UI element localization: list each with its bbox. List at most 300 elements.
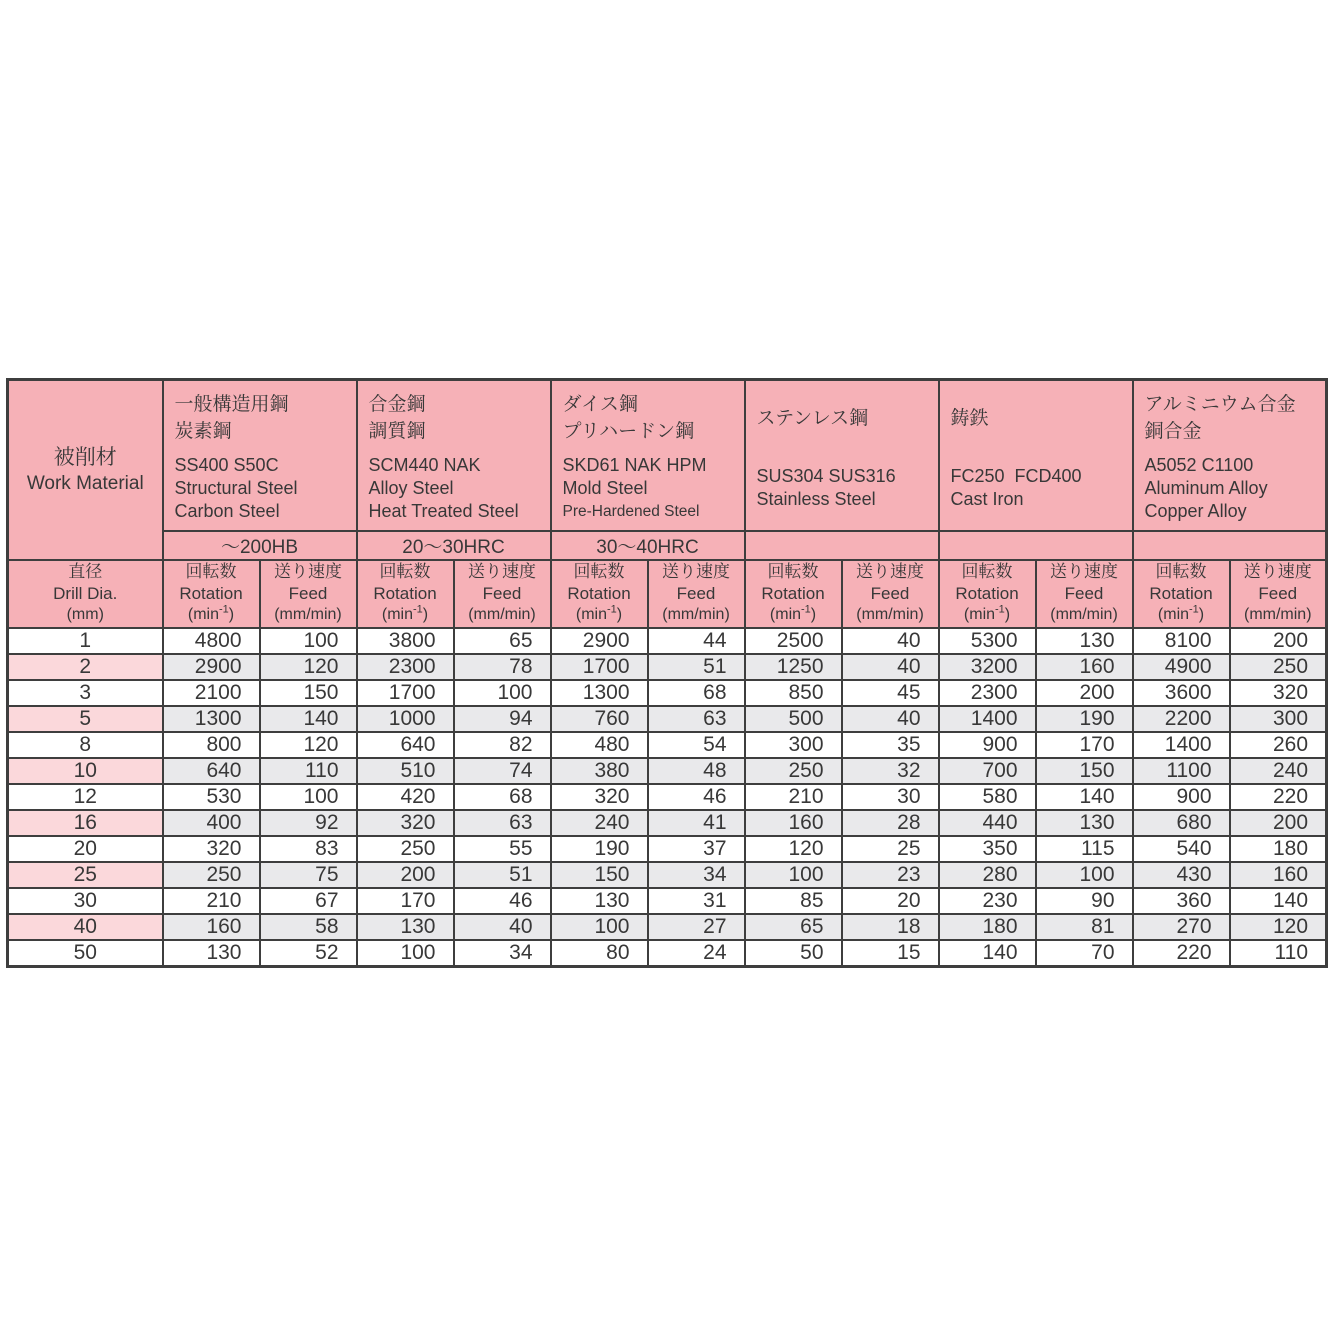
feed-value-cell: 34	[648, 862, 745, 888]
rotation-value-cell: 4900	[1133, 654, 1230, 680]
rotation-unit-prefix: (min	[381, 606, 413, 624]
rotation-value-cell: 1700	[551, 654, 648, 680]
feed-value-cell: 30	[842, 784, 939, 810]
rotation-value-cell: 8100	[1133, 628, 1230, 654]
table-row	[8, 706, 1327, 732]
feed-value-cell: 170	[1036, 732, 1133, 758]
rotation-column-header	[163, 560, 260, 628]
rotation-value-cell: 1400	[1133, 732, 1230, 758]
work-material-header	[8, 380, 163, 560]
feed-label-en: Feed	[482, 583, 522, 603]
feed-value-cell: 44	[648, 628, 745, 654]
rotation-value-cell: 170	[357, 888, 454, 914]
work-material-label-jp: 被削材	[53, 445, 117, 469]
material-header-cell	[163, 380, 357, 531]
feed-value-cell: 140	[1230, 888, 1327, 914]
material-name-en: SUS304 SUS316	[756, 466, 896, 486]
feed-value-cell: 20	[842, 888, 939, 914]
column-units-row	[8, 560, 1327, 628]
rotation-value-cell: 500	[745, 706, 842, 732]
rotation-label-en: Rotation	[1149, 583, 1213, 603]
feed-label-en: Feed	[676, 583, 716, 603]
material-name-jp-block	[1145, 386, 1320, 450]
rotation-value-cell: 360	[1133, 888, 1230, 914]
material-name-jp: ステンレス鋼	[756, 407, 869, 429]
rotation-value-cell: 2900	[551, 628, 648, 654]
rotation-column-header	[1133, 560, 1230, 628]
feed-unit: (mm/min)	[274, 606, 342, 624]
drill-dia-cell: 2	[8, 654, 163, 680]
feed-value-cell: 51	[648, 654, 745, 680]
rotation-column-header	[551, 560, 648, 628]
material-name-en: Stainless Steel	[756, 489, 876, 509]
rotation-value-cell: 320	[551, 784, 648, 810]
feed-value-cell: 83	[260, 836, 357, 862]
feed-label-en: Feed	[1258, 583, 1298, 603]
drill-dia-cell: 25	[8, 862, 163, 888]
feed-value-cell: 40	[454, 914, 551, 940]
rotation-value-cell: 320	[357, 810, 454, 836]
rotation-value-cell: 1300	[163, 706, 260, 732]
material-header-cell	[939, 380, 1133, 531]
feed-value-cell: 94	[454, 706, 551, 732]
rotation-value-cell: 220	[1133, 940, 1230, 967]
rotation-label-en: Rotation	[373, 583, 437, 603]
material-name-en: Structural Steel	[174, 477, 298, 498]
rotation-value-cell: 2200	[1133, 706, 1230, 732]
rotation-value-cell: 5300	[939, 628, 1036, 654]
feed-value-cell: 200	[1230, 628, 1327, 654]
feed-label-en: Feed	[870, 583, 910, 603]
feed-value-cell: 100	[260, 784, 357, 810]
rotation-value-cell: 380	[551, 758, 648, 784]
hardness-band-cell	[939, 531, 1133, 560]
drill-dia-cell: 30	[8, 888, 163, 914]
drill-dia-cell: 20	[8, 836, 163, 862]
rotation-unit-prefix: (min	[187, 606, 219, 624]
feed-value-cell: 110	[1230, 940, 1327, 967]
rotation-value-cell: 900	[1133, 784, 1230, 810]
rotation-value-cell: 210	[163, 888, 260, 914]
feed-column-header	[648, 560, 745, 628]
material-name-jp-block	[951, 386, 1126, 450]
rotation-unit-suffix: )	[1198, 606, 1205, 624]
material-header-cell	[357, 380, 551, 531]
drilling-conditions-table	[6, 378, 1328, 968]
feed-unit: (mm/min)	[1050, 606, 1118, 624]
feed-value-cell: 200	[1230, 810, 1327, 836]
rotation-value-cell: 420	[357, 784, 454, 810]
feed-value-cell: 160	[1036, 654, 1133, 680]
feed-value-cell: 100	[454, 680, 551, 706]
rotation-unit-suffix: )	[616, 606, 623, 624]
feed-value-cell: 300	[1230, 706, 1327, 732]
rotation-value-cell: 65	[745, 914, 842, 940]
feed-value-cell: 92	[260, 810, 357, 836]
feed-value-cell: 190	[1036, 706, 1133, 732]
rotation-label-en: Rotation	[567, 583, 631, 603]
rotation-label-en: Rotation	[761, 583, 825, 603]
feed-value-cell: 150	[1036, 758, 1133, 784]
table-row	[8, 654, 1327, 680]
material-name-en-block	[1145, 450, 1320, 526]
rotation-unit-exponent: -1	[607, 603, 617, 616]
rotation-label-jp: 回転数	[1155, 562, 1207, 582]
feed-value-cell: 41	[648, 810, 745, 836]
hardness-band-cell: ～200HB	[163, 531, 357, 560]
material-name-jp-block	[175, 386, 350, 450]
rotation-unit	[552, 604, 647, 626]
feed-label-jp: 送り速度	[274, 562, 342, 582]
rotation-unit-exponent: -1	[413, 603, 423, 616]
rotation-label-jp: 回転数	[185, 562, 237, 582]
rotation-unit	[746, 604, 841, 626]
rotation-value-cell: 1100	[1133, 758, 1230, 784]
feed-value-cell: 120	[260, 732, 357, 758]
rotation-unit	[1134, 604, 1229, 626]
rotation-unit-exponent: -1	[801, 603, 811, 616]
rotation-value-cell: 200	[357, 862, 454, 888]
material-name-en-block	[563, 450, 738, 526]
material-name-en: Cast Iron	[950, 489, 1024, 509]
drill-dia-cell: 12	[8, 784, 163, 810]
feed-column-header	[842, 560, 939, 628]
material-name-en: SS400 S50C	[174, 454, 279, 475]
feed-value-cell: 74	[454, 758, 551, 784]
rotation-value-cell: 130	[551, 888, 648, 914]
rotation-value-cell: 100	[745, 862, 842, 888]
material-header-cell	[551, 380, 745, 531]
rotation-value-cell: 130	[357, 914, 454, 940]
rotation-value-cell: 2500	[745, 628, 842, 654]
feed-value-cell: 100	[1036, 862, 1133, 888]
rotation-label-jp: 回転数	[961, 562, 1013, 582]
feed-value-cell: 28	[842, 810, 939, 836]
rotation-unit-prefix: (min	[1157, 606, 1190, 624]
feed-value-cell: 75	[260, 862, 357, 888]
feed-label-jp: 送り速度	[468, 562, 536, 582]
feed-unit: (mm/min)	[662, 606, 730, 624]
feed-value-cell: 34	[454, 940, 551, 967]
rotation-unit-suffix: )	[1004, 606, 1011, 624]
rotation-value-cell: 350	[939, 836, 1036, 862]
material-name-jp: アルミニウム合金	[1144, 394, 1296, 415]
rotation-unit	[358, 604, 453, 626]
rotation-value-cell: 2900	[163, 654, 260, 680]
rotation-unit-prefix: (min	[575, 606, 607, 624]
feed-unit: (mm/min)	[468, 606, 536, 624]
drill-dia-cell: 16	[8, 810, 163, 836]
rotation-value-cell: 240	[551, 810, 648, 836]
feed-value-cell: 58	[260, 914, 357, 940]
feed-value-cell: 37	[648, 836, 745, 862]
feed-label-jp: 送り速度	[856, 562, 925, 582]
rotation-value-cell: 530	[163, 784, 260, 810]
feed-label-jp: 送り速度	[1050, 562, 1119, 582]
feed-value-cell: 15	[842, 940, 939, 967]
feed-value-cell: 40	[842, 654, 939, 680]
feed-value-cell: 68	[648, 680, 745, 706]
rotation-value-cell: 2300	[357, 654, 454, 680]
rotation-value-cell: 190	[551, 836, 648, 862]
feed-value-cell: 68	[454, 784, 551, 810]
rotation-value-cell: 640	[163, 758, 260, 784]
feed-unit: (mm/min)	[1243, 606, 1312, 624]
feed-value-cell: 240	[1230, 758, 1327, 784]
feed-value-cell: 160	[1230, 862, 1327, 888]
table-row	[8, 888, 1327, 914]
feed-value-cell: 40	[842, 628, 939, 654]
material-name-jp: 炭素鋼	[174, 421, 232, 442]
rotation-value-cell: 700	[939, 758, 1036, 784]
rotation-value-cell: 1700	[357, 680, 454, 706]
material-header-cell	[745, 380, 939, 531]
feed-value-cell: 120	[1230, 914, 1327, 940]
table-row	[8, 628, 1327, 654]
rotation-value-cell: 85	[745, 888, 842, 914]
feed-value-cell: 27	[648, 914, 745, 940]
material-name-en: A5052 C1100	[1144, 454, 1254, 475]
material-name-jp: 一般構造用鋼	[174, 394, 289, 415]
rotation-value-cell: 440	[939, 810, 1036, 836]
rotation-column-header	[357, 560, 454, 628]
material-name-en: Carbon Steel	[174, 500, 280, 521]
material-name-en: Aluminum Alloy	[1144, 477, 1268, 498]
rotation-value-cell: 1250	[745, 654, 842, 680]
material-header-row	[8, 380, 1327, 531]
rotation-value-cell: 3600	[1133, 680, 1230, 706]
feed-value-cell: 23	[842, 862, 939, 888]
rotation-value-cell: 250	[357, 836, 454, 862]
feed-value-cell: 82	[454, 732, 551, 758]
feed-value-cell: 51	[454, 862, 551, 888]
drill-dia-cell: 40	[8, 914, 163, 940]
material-name-en-block	[951, 450, 1126, 526]
rotation-value-cell: 580	[939, 784, 1036, 810]
material-name-en: Pre-Hardened Steel	[562, 502, 700, 520]
rotation-value-cell: 2300	[939, 680, 1036, 706]
material-name-jp: 鋳鉄	[950, 407, 989, 429]
feed-label-en: Feed	[288, 583, 328, 603]
material-name-jp: 銅合金	[1144, 421, 1202, 442]
feed-value-cell: 115	[1036, 836, 1133, 862]
material-name-en: Copper Alloy	[1144, 500, 1247, 521]
feed-value-cell: 180	[1230, 836, 1327, 862]
material-name-en: SCM440 NAK	[368, 454, 481, 475]
feed-value-cell: 55	[454, 836, 551, 862]
material-name-en: Alloy Steel	[368, 477, 454, 498]
feed-label-jp: 送り速度	[1243, 562, 1312, 582]
rotation-value-cell: 3200	[939, 654, 1036, 680]
material-name-jp-block	[369, 386, 544, 450]
rotation-value-cell: 430	[1133, 862, 1230, 888]
feed-value-cell: 54	[648, 732, 745, 758]
drill-dia-header	[8, 560, 163, 628]
rotation-column-header	[745, 560, 842, 628]
feed-value-cell: 63	[454, 810, 551, 836]
feed-value-cell: 65	[454, 628, 551, 654]
rotation-value-cell: 130	[163, 940, 260, 967]
material-name-en-block	[757, 450, 932, 526]
feed-value-cell: 52	[260, 940, 357, 967]
drill-dia-cell: 3	[8, 680, 163, 706]
material-name-jp: 合金鋼	[368, 394, 426, 415]
hardness-band-cell	[745, 531, 939, 560]
rotation-unit-suffix: )	[422, 606, 429, 624]
rotation-value-cell: 2100	[163, 680, 260, 706]
rotation-value-cell: 680	[1133, 810, 1230, 836]
material-name-jp: 調質鋼	[368, 421, 426, 442]
drill-dia-unit: (mm)	[66, 606, 104, 624]
material-name-jp-block	[563, 386, 738, 450]
rotation-unit-prefix: (min	[963, 606, 996, 624]
feed-value-cell: 140	[1036, 784, 1133, 810]
rotation-value-cell: 900	[939, 732, 1036, 758]
rotation-value-cell: 510	[357, 758, 454, 784]
drill-dia-label-jp: 直径	[68, 562, 103, 582]
rotation-label-en: Rotation	[955, 583, 1019, 603]
hardness-band-row	[8, 531, 1327, 560]
material-name-jp: ダイス鋼	[562, 394, 638, 415]
feed-value-cell: 130	[1036, 810, 1133, 836]
feed-value-cell: 140	[260, 706, 357, 732]
feed-value-cell: 46	[648, 784, 745, 810]
rotation-value-cell: 120	[745, 836, 842, 862]
feed-unit: (mm/min)	[856, 606, 924, 624]
feed-value-cell: 45	[842, 680, 939, 706]
rotation-value-cell: 210	[745, 784, 842, 810]
rotation-column-header	[939, 560, 1036, 628]
rotation-value-cell: 160	[163, 914, 260, 940]
rotation-value-cell: 540	[1133, 836, 1230, 862]
drill-dia-label-en: Drill Dia.	[53, 583, 118, 603]
feed-value-cell: 120	[260, 654, 357, 680]
feed-value-cell: 25	[842, 836, 939, 862]
feed-value-cell: 100	[260, 628, 357, 654]
feed-value-cell: 260	[1230, 732, 1327, 758]
table-row	[8, 836, 1327, 862]
material-name-en-block	[369, 450, 544, 526]
rotation-value-cell: 800	[163, 732, 260, 758]
rotation-unit-prefix: (min	[769, 606, 802, 624]
feed-value-cell: 18	[842, 914, 939, 940]
material-name-en: SKD61 NAK HPM	[562, 454, 707, 475]
feed-value-cell: 46	[454, 888, 551, 914]
hardness-band-cell	[1133, 531, 1327, 560]
material-header-cell	[1133, 380, 1327, 531]
feed-value-cell: 150	[260, 680, 357, 706]
rotation-value-cell: 160	[745, 810, 842, 836]
feed-value-cell: 130	[1036, 628, 1133, 654]
rotation-value-cell: 140	[939, 940, 1036, 967]
rotation-label-en: Rotation	[179, 583, 243, 603]
feed-value-cell: 35	[842, 732, 939, 758]
rotation-value-cell: 50	[745, 940, 842, 967]
rotation-value-cell: 1300	[551, 680, 648, 706]
table-row	[8, 914, 1327, 940]
drill-dia-cell: 10	[8, 758, 163, 784]
rotation-value-cell: 4800	[163, 628, 260, 654]
rotation-label-jp: 回転数	[379, 562, 431, 582]
work-material-label-en: Work Material	[26, 472, 144, 494]
feed-value-cell: 31	[648, 888, 745, 914]
feed-value-cell: 40	[842, 706, 939, 732]
rotation-value-cell: 300	[745, 732, 842, 758]
rotation-value-cell: 100	[551, 914, 648, 940]
table-row	[8, 758, 1327, 784]
feed-column-header	[454, 560, 551, 628]
rotation-value-cell: 280	[939, 862, 1036, 888]
feed-value-cell: 250	[1230, 654, 1327, 680]
rotation-value-cell: 250	[163, 862, 260, 888]
hardness-band-cell: 30～40HRC	[551, 531, 745, 560]
rotation-unit-exponent: -1	[995, 603, 1005, 616]
table-row	[8, 784, 1327, 810]
rotation-value-cell: 480	[551, 732, 648, 758]
rotation-value-cell: 270	[1133, 914, 1230, 940]
rotation-value-cell: 1400	[939, 706, 1036, 732]
rotation-value-cell: 1000	[357, 706, 454, 732]
rotation-label-jp: 回転数	[767, 562, 819, 582]
rotation-value-cell: 150	[551, 862, 648, 888]
material-name-en: Heat Treated Steel	[368, 500, 519, 521]
rotation-unit	[164, 604, 259, 626]
rotation-value-cell: 180	[939, 914, 1036, 940]
table-row	[8, 940, 1327, 967]
rotation-unit-exponent: -1	[1189, 603, 1199, 616]
feed-value-cell: 90	[1036, 888, 1133, 914]
rotation-unit-exponent: -1	[219, 603, 229, 616]
material-name-jp: プリハードン鋼	[562, 421, 695, 442]
drill-dia-cell: 1	[8, 628, 163, 654]
feed-label-jp: 送り速度	[662, 562, 730, 582]
feed-value-cell: 320	[1230, 680, 1327, 706]
drilling-conditions-table-wrap	[6, 378, 1328, 968]
feed-value-cell: 70	[1036, 940, 1133, 967]
rotation-unit	[940, 604, 1035, 626]
feed-value-cell: 110	[260, 758, 357, 784]
rotation-value-cell: 760	[551, 706, 648, 732]
rotation-value-cell: 230	[939, 888, 1036, 914]
rotation-label-jp: 回転数	[573, 562, 625, 582]
feed-column-header	[260, 560, 357, 628]
rotation-value-cell: 80	[551, 940, 648, 967]
material-name-en: FC250 FCD400	[950, 466, 1082, 486]
table-row	[8, 862, 1327, 888]
rotation-value-cell: 100	[357, 940, 454, 967]
feed-column-header	[1036, 560, 1133, 628]
rotation-unit-suffix: )	[810, 606, 817, 624]
rotation-value-cell: 640	[357, 732, 454, 758]
feed-value-cell: 48	[648, 758, 745, 784]
feed-value-cell: 32	[842, 758, 939, 784]
drill-dia-cell: 8	[8, 732, 163, 758]
hardness-band-cell: 20～30HRC	[357, 531, 551, 560]
material-name-jp-block	[757, 386, 932, 450]
material-name-en: Mold Steel	[562, 477, 648, 498]
rotation-unit-suffix: )	[228, 606, 235, 624]
feed-value-cell: 78	[454, 654, 551, 680]
feed-value-cell: 200	[1036, 680, 1133, 706]
table-row	[8, 680, 1327, 706]
rotation-value-cell: 250	[745, 758, 842, 784]
feed-value-cell: 67	[260, 888, 357, 914]
rotation-value-cell: 400	[163, 810, 260, 836]
rotation-value-cell: 3800	[357, 628, 454, 654]
drill-dia-cell: 5	[8, 706, 163, 732]
feed-value-cell: 220	[1230, 784, 1327, 810]
drill-dia-cell: 50	[8, 940, 163, 967]
